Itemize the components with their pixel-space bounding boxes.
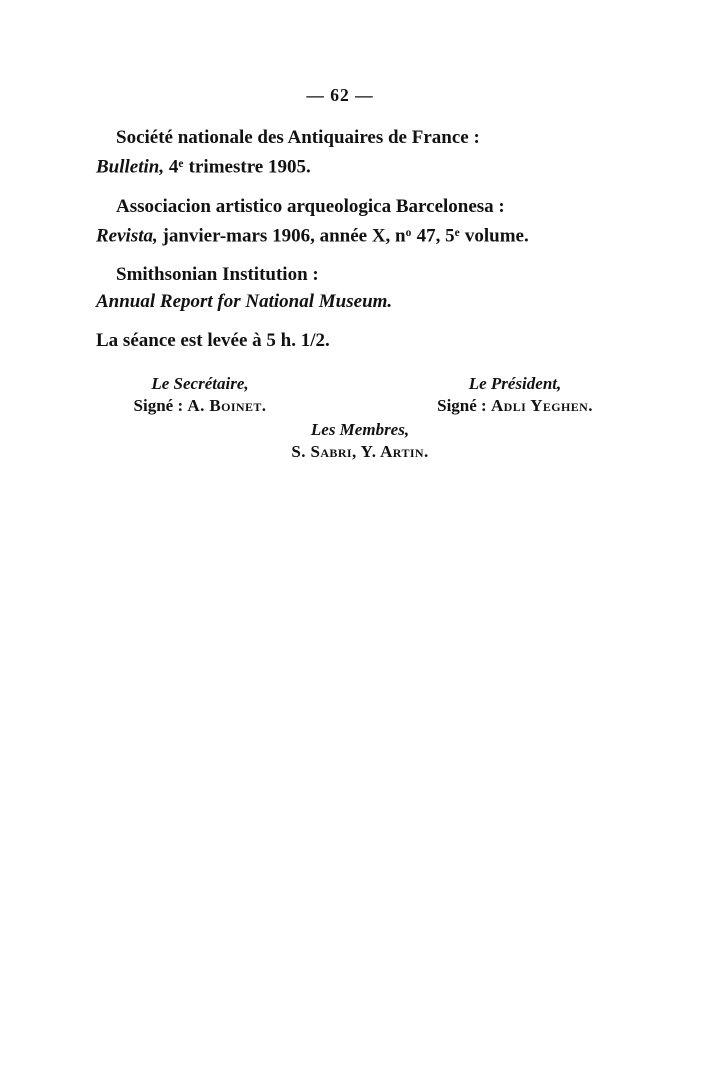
closing-line: La séance est levée à 5 h. 1/2.	[96, 330, 330, 352]
text-segment: e	[454, 226, 461, 239]
text-segment: volume.	[460, 225, 529, 247]
text-segment: trimestre 1905.	[183, 156, 311, 178]
text-segment: Revista,	[96, 225, 158, 247]
reference-list	[0, 124, 720, 315]
text-segment: 47, 5	[411, 225, 455, 247]
text-segment: S. Sabri, Y. Artin.	[291, 442, 429, 462]
members-title: Les Membres,	[310, 420, 410, 440]
members-names	[210, 441, 510, 463]
secretary-signature	[75, 373, 325, 417]
text-segment: 4	[164, 156, 179, 178]
text-segment: o	[405, 226, 412, 239]
text-segment: Adli Yeghen.	[490, 396, 593, 416]
president-title: Le Président,	[468, 374, 562, 394]
text-segment: Signé :	[133, 396, 188, 416]
entry-heading: Smithsonian Institution :	[116, 264, 319, 286]
secretary-signed	[75, 395, 325, 417]
text-segment: Bulletin,	[96, 156, 165, 178]
text-segment: janvier-mars 1906, année X, n	[157, 225, 406, 247]
reference-entry	[0, 124, 720, 181]
reference-entry	[0, 193, 720, 250]
president-signed	[390, 395, 640, 417]
entry-reference	[0, 288, 720, 315]
text-segment: Annual Report for National Museum.	[96, 291, 393, 313]
entry-reference	[0, 151, 720, 181]
page-number: — 62 —	[306, 85, 374, 105]
text-segment: e	[178, 158, 184, 170]
signature-row	[0, 373, 720, 417]
entry-heading: Associacion artistico arqueologica Barcelonesa :	[116, 195, 505, 217]
president-signature	[390, 373, 640, 417]
entry-reference	[0, 220, 720, 250]
members-signature	[210, 419, 510, 463]
reference-entry	[0, 261, 720, 315]
secretary-title: Le Secrétaire,	[151, 374, 249, 394]
text-segment: A. Boinet.	[187, 396, 267, 416]
entry-heading: Société nationale des Antiquaires de France :	[116, 127, 480, 148]
text-segment: Signé :	[437, 396, 491, 416]
